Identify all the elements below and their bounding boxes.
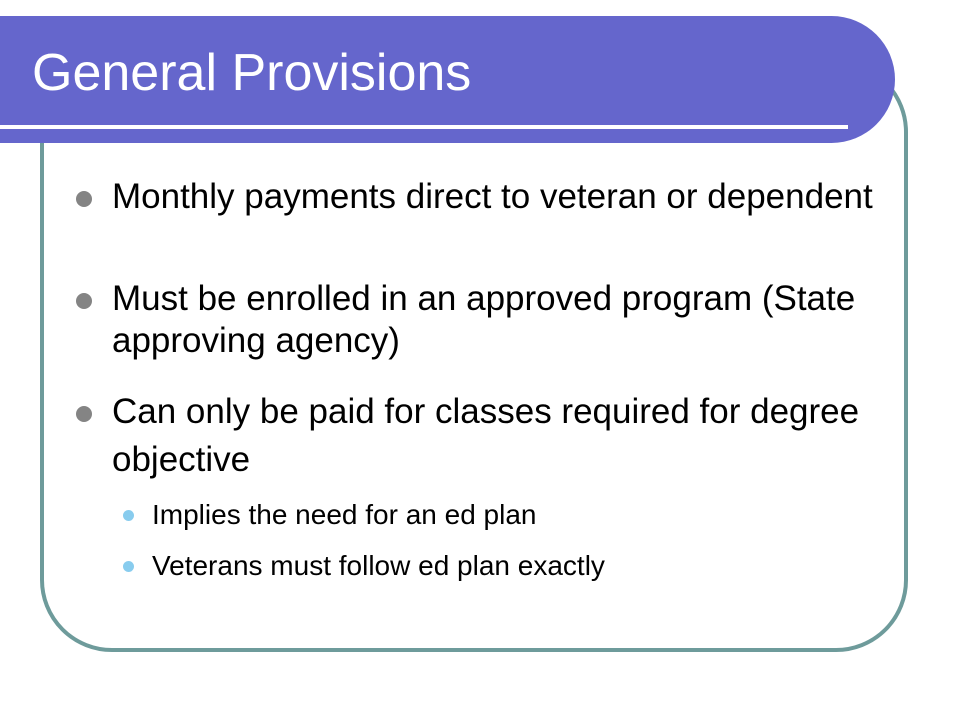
sub-bullet-item <box>152 549 892 583</box>
slide-title: General Provisions <box>32 44 472 102</box>
bullet-dot-icon <box>76 406 92 422</box>
sub-bullet-text: Veterans must follow ed plan exactly <box>152 550 605 581</box>
bullet-item <box>112 176 902 218</box>
sub-bullet-text: Implies the need for an ed plan <box>152 499 537 530</box>
bullet-text: Can only be paid for classes required for degree objective <box>112 392 860 479</box>
bullet-dot-icon <box>76 293 92 309</box>
bullet-text: Monthly payments direct to veteran or dependent <box>112 177 873 216</box>
bullet-dot-icon <box>76 191 92 207</box>
sub-bullet-dot-icon <box>123 510 134 521</box>
bullet-text: Must be enrolled in an approved program (State approving agency) <box>112 279 856 360</box>
bullet-item <box>112 388 902 484</box>
sub-bullet-item <box>152 498 892 532</box>
sub-bullet-dot-icon <box>123 561 134 572</box>
bullet-item <box>112 278 902 362</box>
